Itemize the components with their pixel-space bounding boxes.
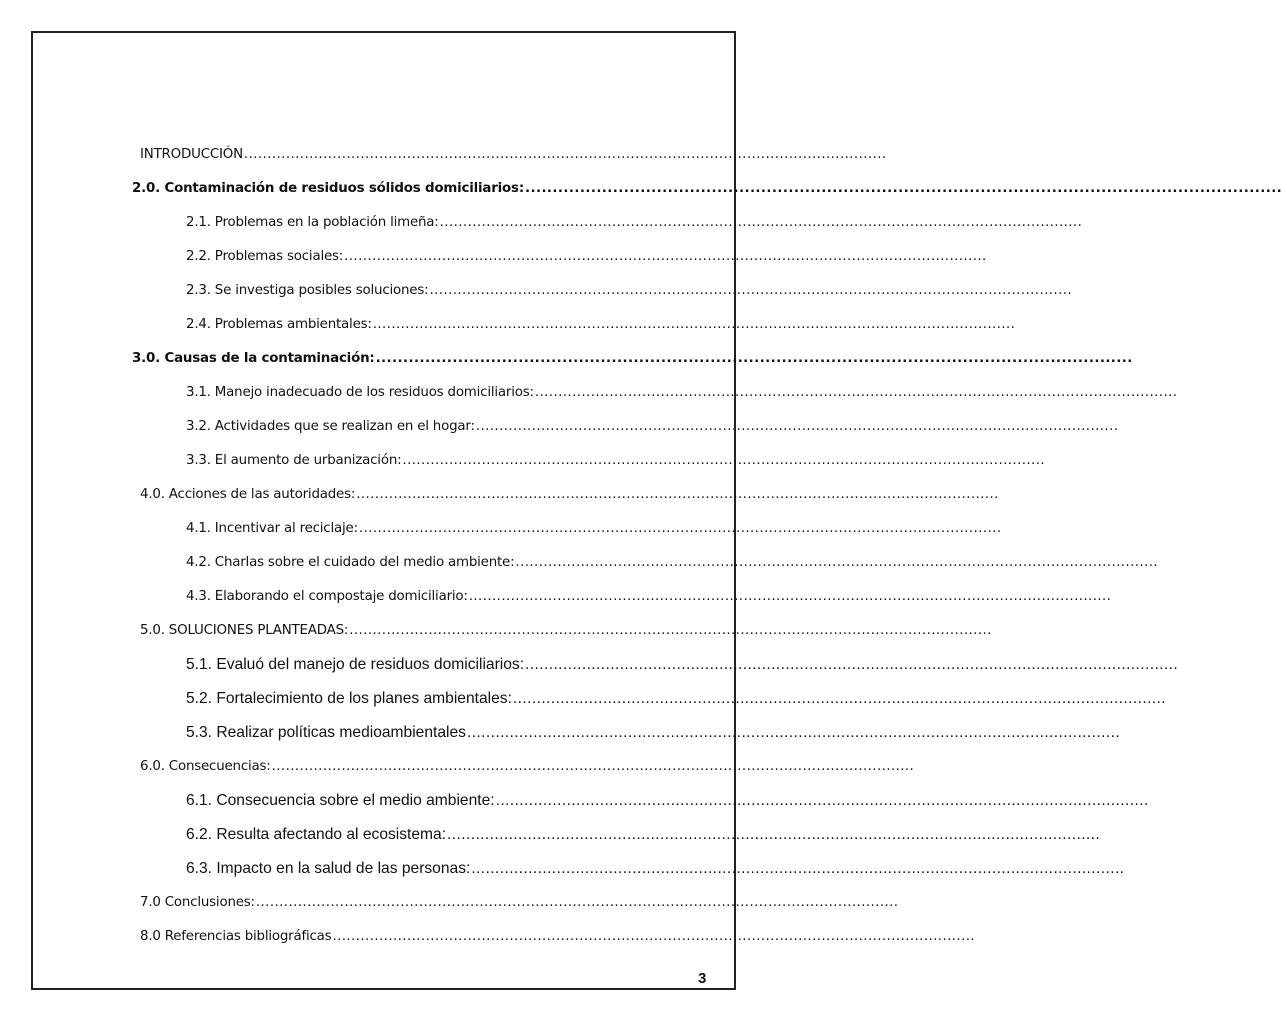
dot-leader: ..........................................................................................................................................: [466, 724, 1121, 741]
toc-entry-label: 6.2. Resulta afectando al ecosistema:: [186, 826, 447, 843]
page-number: 3: [698, 970, 707, 987]
toc-entry-label: 3.3. El aumento de urbanización:: [186, 453, 402, 468]
toc-entry-3-0[interactable]: [132, 342, 1133, 376]
dot-leader: ..........................................................................................................................................: [402, 453, 1046, 468]
toc-entry-8-0[interactable]: [140, 920, 976, 954]
dot-leader: ..........................................................................................................................................: [344, 249, 987, 264]
toc-entry-label: 5.3. Realizar políticas medioambientales: [186, 724, 466, 741]
toc-entry-3-2[interactable]: [186, 410, 1119, 444]
toc-entry-2-2[interactable]: [186, 240, 987, 274]
toc-entry-4-2[interactable]: [186, 546, 1159, 580]
toc-entry-6-1[interactable]: [186, 784, 1149, 818]
toc-entry-label: 5.2. Fortalecimiento de los planes ambientales:: [186, 690, 512, 707]
toc-entry-label: 6.3. Impacto en la salud de las personas:: [186, 860, 471, 877]
dot-leader: ..........................................................................................................................................: [534, 385, 1178, 400]
toc-entry-6-0[interactable]: [140, 750, 915, 784]
toc-entry-introduccion[interactable]: [140, 138, 887, 172]
toc-entry-label: 4.2. Charlas sobre el cuidado del medio ambiente:: [186, 555, 515, 570]
toc-entry-label: INTRODUCCIÓN: [140, 147, 243, 162]
toc-entry-2-1[interactable]: [186, 206, 1083, 240]
toc-entry-label: 3.0. Causas de la contaminación:: [132, 351, 375, 366]
toc-entry-label: 2.1. Problemas en la población limeña:: [186, 215, 439, 230]
toc-entry-2-3[interactable]: [186, 274, 1073, 308]
toc-entry-label: 6.0. Consecuencias:: [140, 759, 271, 774]
dot-leader: ..........................................................................................................................................: [429, 283, 1073, 298]
dot-leader: ..........................................................................................................................................: [495, 792, 1149, 809]
dot-leader: ..........................................................................................................................................: [332, 929, 976, 944]
toc-entry-6-2[interactable]: [186, 818, 1101, 852]
toc-entry-label: 6.1. Consecuencia sobre el medio ambiente:: [186, 792, 495, 809]
dot-leader: ..........................................................................................................................................: [512, 690, 1166, 707]
toc-entry-label: 8.0 Referencias bibliográficas: [140, 929, 332, 944]
toc-entry-3-1[interactable]: [186, 376, 1178, 410]
toc-entry-label: 2.3. Se investiga posibles soluciones:: [186, 283, 429, 298]
toc-entry-label: 2.4. Problemas ambientales:: [186, 317, 372, 332]
toc-entry-5-1[interactable]: [186, 648, 1179, 682]
toc-entry-5-2[interactable]: [186, 682, 1166, 716]
dot-leader: ..........................................................................................................................................: [255, 895, 899, 910]
dot-leader: ..........................................................................................................................................: [475, 419, 1119, 434]
toc-entry-label: 7.0 Conclusiones:: [140, 895, 255, 910]
toc-entry-4-1[interactable]: [186, 512, 1002, 546]
dot-leader: ..........................................................................................................................................: [271, 759, 915, 774]
dot-leader: ..........................................................................................................................................: [349, 623, 992, 638]
dot-leader: ..........................................................................................................................................: [515, 555, 1159, 570]
toc-entry-label: 4.1. Incentivar al reciclaje:: [186, 521, 358, 536]
dot-leader: ..........................................................................................................................................: [524, 181, 1282, 196]
toc-entry-label: 2.2. Problemas sociales:: [186, 249, 344, 264]
toc-entry-4-0[interactable]: [140, 478, 999, 512]
dot-leader: ..........................................................................................................................................: [372, 317, 1016, 332]
dot-leader: ..........................................................................................................................................: [471, 860, 1125, 877]
dot-leader: ..........................................................................................................................................: [375, 351, 1133, 366]
toc-entry-label: 3.2. Actividades que se realizan en el hogar:: [186, 419, 475, 434]
toc-entry-label: 5.0. SOLUCIONES PLANTEADAS:: [140, 623, 349, 638]
toc-entry-label: 5.1. Evaluó del manejo de residuos domiciliarios:: [186, 656, 525, 673]
toc-entry-label: 4.3. Elaborando el compostaje domiciliario:: [186, 589, 468, 604]
toc-entry-label: 3.1. Manejo inadecuado de los residuos domiciliarios:: [186, 385, 534, 400]
toc-entry-label: 2.0. Contaminación de residuos sólidos domiciliarios:: [132, 181, 524, 196]
toc-entry-3-3[interactable]: [186, 444, 1046, 478]
toc-entry-6-3[interactable]: [186, 852, 1125, 886]
dot-leader: ..........................................................................................................................................: [356, 487, 999, 502]
toc-entry-4-3[interactable]: [186, 580, 1112, 614]
toc-entry-label: 4.0. Acciones de las autoridades:: [140, 487, 356, 502]
dot-leader: ..........................................................................................................................................: [243, 147, 887, 162]
toc-entry-2-0[interactable]: [132, 172, 1282, 206]
dot-leader: ..........................................................................................................................................: [447, 826, 1101, 843]
toc-entry-7-0[interactable]: [140, 886, 899, 920]
dot-leader: ..........................................................................................................................................: [468, 589, 1112, 604]
toc-entry-2-4[interactable]: [186, 308, 1016, 342]
dot-leader: ..........................................................................................................................................: [525, 656, 1179, 673]
dot-leader: ..........................................................................................................................................: [439, 215, 1083, 230]
toc-entry-5-3[interactable]: [186, 716, 1121, 750]
dot-leader: ..........................................................................................................................................: [358, 521, 1002, 536]
toc-entry-5-0[interactable]: [140, 614, 992, 648]
